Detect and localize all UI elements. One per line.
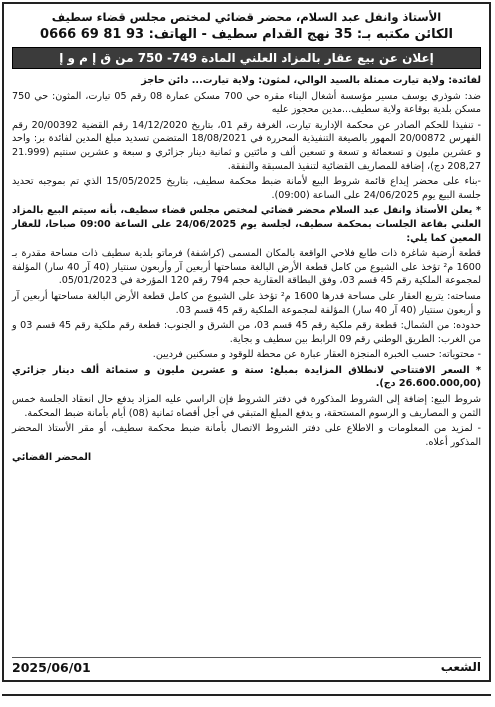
notice-footer bbox=[12, 657, 481, 676]
opening-price-paragraph: * السعر الافتتاحي لانطلاق المزايدة بمبلغ: ستة و عشرين مليون و ستمائة ألف دينار جزائري (26.600.000,00 دج). bbox=[12, 364, 481, 390]
boundaries-paragraph: حدوده: من الشمال: قطعة رقم ملكية رقم 45 قسم 03، من الشرق و الجنوب: قطعة رقم ملكية رقم 45 قسم 03 و من الغرب: الطريق الوطني رقم 09 الرابط بين سطيف و بجاية. bbox=[12, 320, 481, 345]
newspaper-name: الشعب bbox=[440, 660, 481, 674]
bottom-divider bbox=[2, 694, 491, 696]
auction-announcement-paragraph: * يعلن الأستاذ وانفل عبد السلام محضر قضائي لمختص مجلس قضاء سطيف، بأنه سيتم البيع بالمزاد العلني بقاعة الجلسات بمحكمة سطيف، لجلسة يوم 24/06/2025 على الساعة 09:00 صباحا، للعقار المعين كما يلي: bbox=[12, 205, 481, 244]
sale-conditions-paragraph: شروط البيع: إضافة إلى الشروط المذكورة في دفتر الشروط فإن الراسي عليه المزاد يدفع حال انعقاد الجلسة خمس الثمن و المصاريف و الرسوم المستحقة، و يدفع المبلغ المتبقي في أجل أقصاه ثمانية (08) أيام بأمانة ضبط المحكمة. bbox=[12, 394, 481, 419]
property-description-paragraph: قطعة أرضية شاغرة ذات طابع فلاحي الواقعة بالمكان المسمى (كراشفة) فرماتو بلدية سطيف ذات مساحة مقدرة بـ 1600 م² تؤخذ على الشيوع من كامل قطعة الأرض البالغة مساحتها أربعين آر وأربعون سنتيار (40 آر 40 سار) المؤلفة لمجموعة الملكية رقم 45 قسم 03، وفق البطاقة العقارية حجم 794 رقم 120 المؤرخة في 05/01/2023. bbox=[12, 248, 481, 287]
filing-paragraph: -بناء على محضر إيداع قائمة شروط البيع لأمانة ضبط محكمة سطيف، بتاريخ 15/05/2025 الذي تم بموجبه تحديد جلسة البيع يوم 24/06/2025 على الساعة (09:00). bbox=[12, 176, 481, 201]
contents-paragraph: - محتوياته: حسب الخبرة المنجزة العقار عبارة عن محطة للوقود و مسكنين فرديين. bbox=[152, 349, 481, 361]
area-paragraph: مساحته: يتربع العقار على مساحة قدرها 1600 م² تؤخذ على الشيوع من كامل قطعة الأرض البالغة مساحتها أربعين آر و أربعون سنتيار (40 آر 40 سار) المؤلفة لمجموعة الملكية رقم 45 قسم 03. bbox=[12, 290, 481, 316]
legal-notice bbox=[2, 2, 491, 682]
publication-date: 2025/06/01 bbox=[12, 659, 91, 675]
notice-header bbox=[12, 8, 481, 44]
contact-paragraph: - لمزيد من المعلومات و الاطلاع على دفتر الشروط الاتصال بأمانة ضبط محكمة سطيف، أو مقر الأستاذ المحضر المذكور أعلاه. bbox=[12, 423, 481, 448]
creditor-paragraph: لفائدة: ولاية تيارت ممثلة بالسيد الوالي، لمثون: ولاية تيارت... دائن حاجز bbox=[141, 75, 481, 86]
notice-title-banner: إعلان عن بيع عقار بالمزاد العلني المادة 749- 750 من ق إ م و إ bbox=[12, 47, 481, 69]
notice-body bbox=[12, 74, 481, 465]
office-address-phone: الكائن مكتبه بـ: 35 نهج القدام سطيف - الهاتف: 93 81 69 0666 bbox=[40, 27, 453, 42]
debtor-paragraph: ضد: شوذري يوسف مسير مؤسسة أشغال البناء مقره حي 700 مسكن عمارة 08 رقم 05 تيارت، المثون: حي 750 مسكن بلدية بوقاعة ولاية سطيف...مدين محجوز عليه bbox=[12, 90, 481, 116]
bailiff-name-line: الأستاذ وانفل عبد السلام، محضر قضائي لمختص مجلس قضاء سطيف bbox=[51, 10, 442, 24]
judgment-paragraph: - تنفيذا للحكم الصادر عن محكمة الإدارية تيارت، الغرفة رقم 01، بتاريخ 14/12/2020 رقم القضية 20/00392 رقم الفهرس 20/00872 المهور بالصيغة التنفيذية المحررة في 18/08/2021 المتضمن تسديد مبلغ المدين لفائدة بر: واحد و عشرين مليون و تسعمائة و تسعة و تسعين ألف و مائتين و ثمانية دينار جزائري و سبعة و عشرين سنتيم (21.999 208,27 دج)، إضافة للمصاريف القضائية لتنفيذ المسبقة والنفقة. bbox=[12, 119, 482, 172]
signature: المحضر القضائي bbox=[12, 452, 92, 464]
